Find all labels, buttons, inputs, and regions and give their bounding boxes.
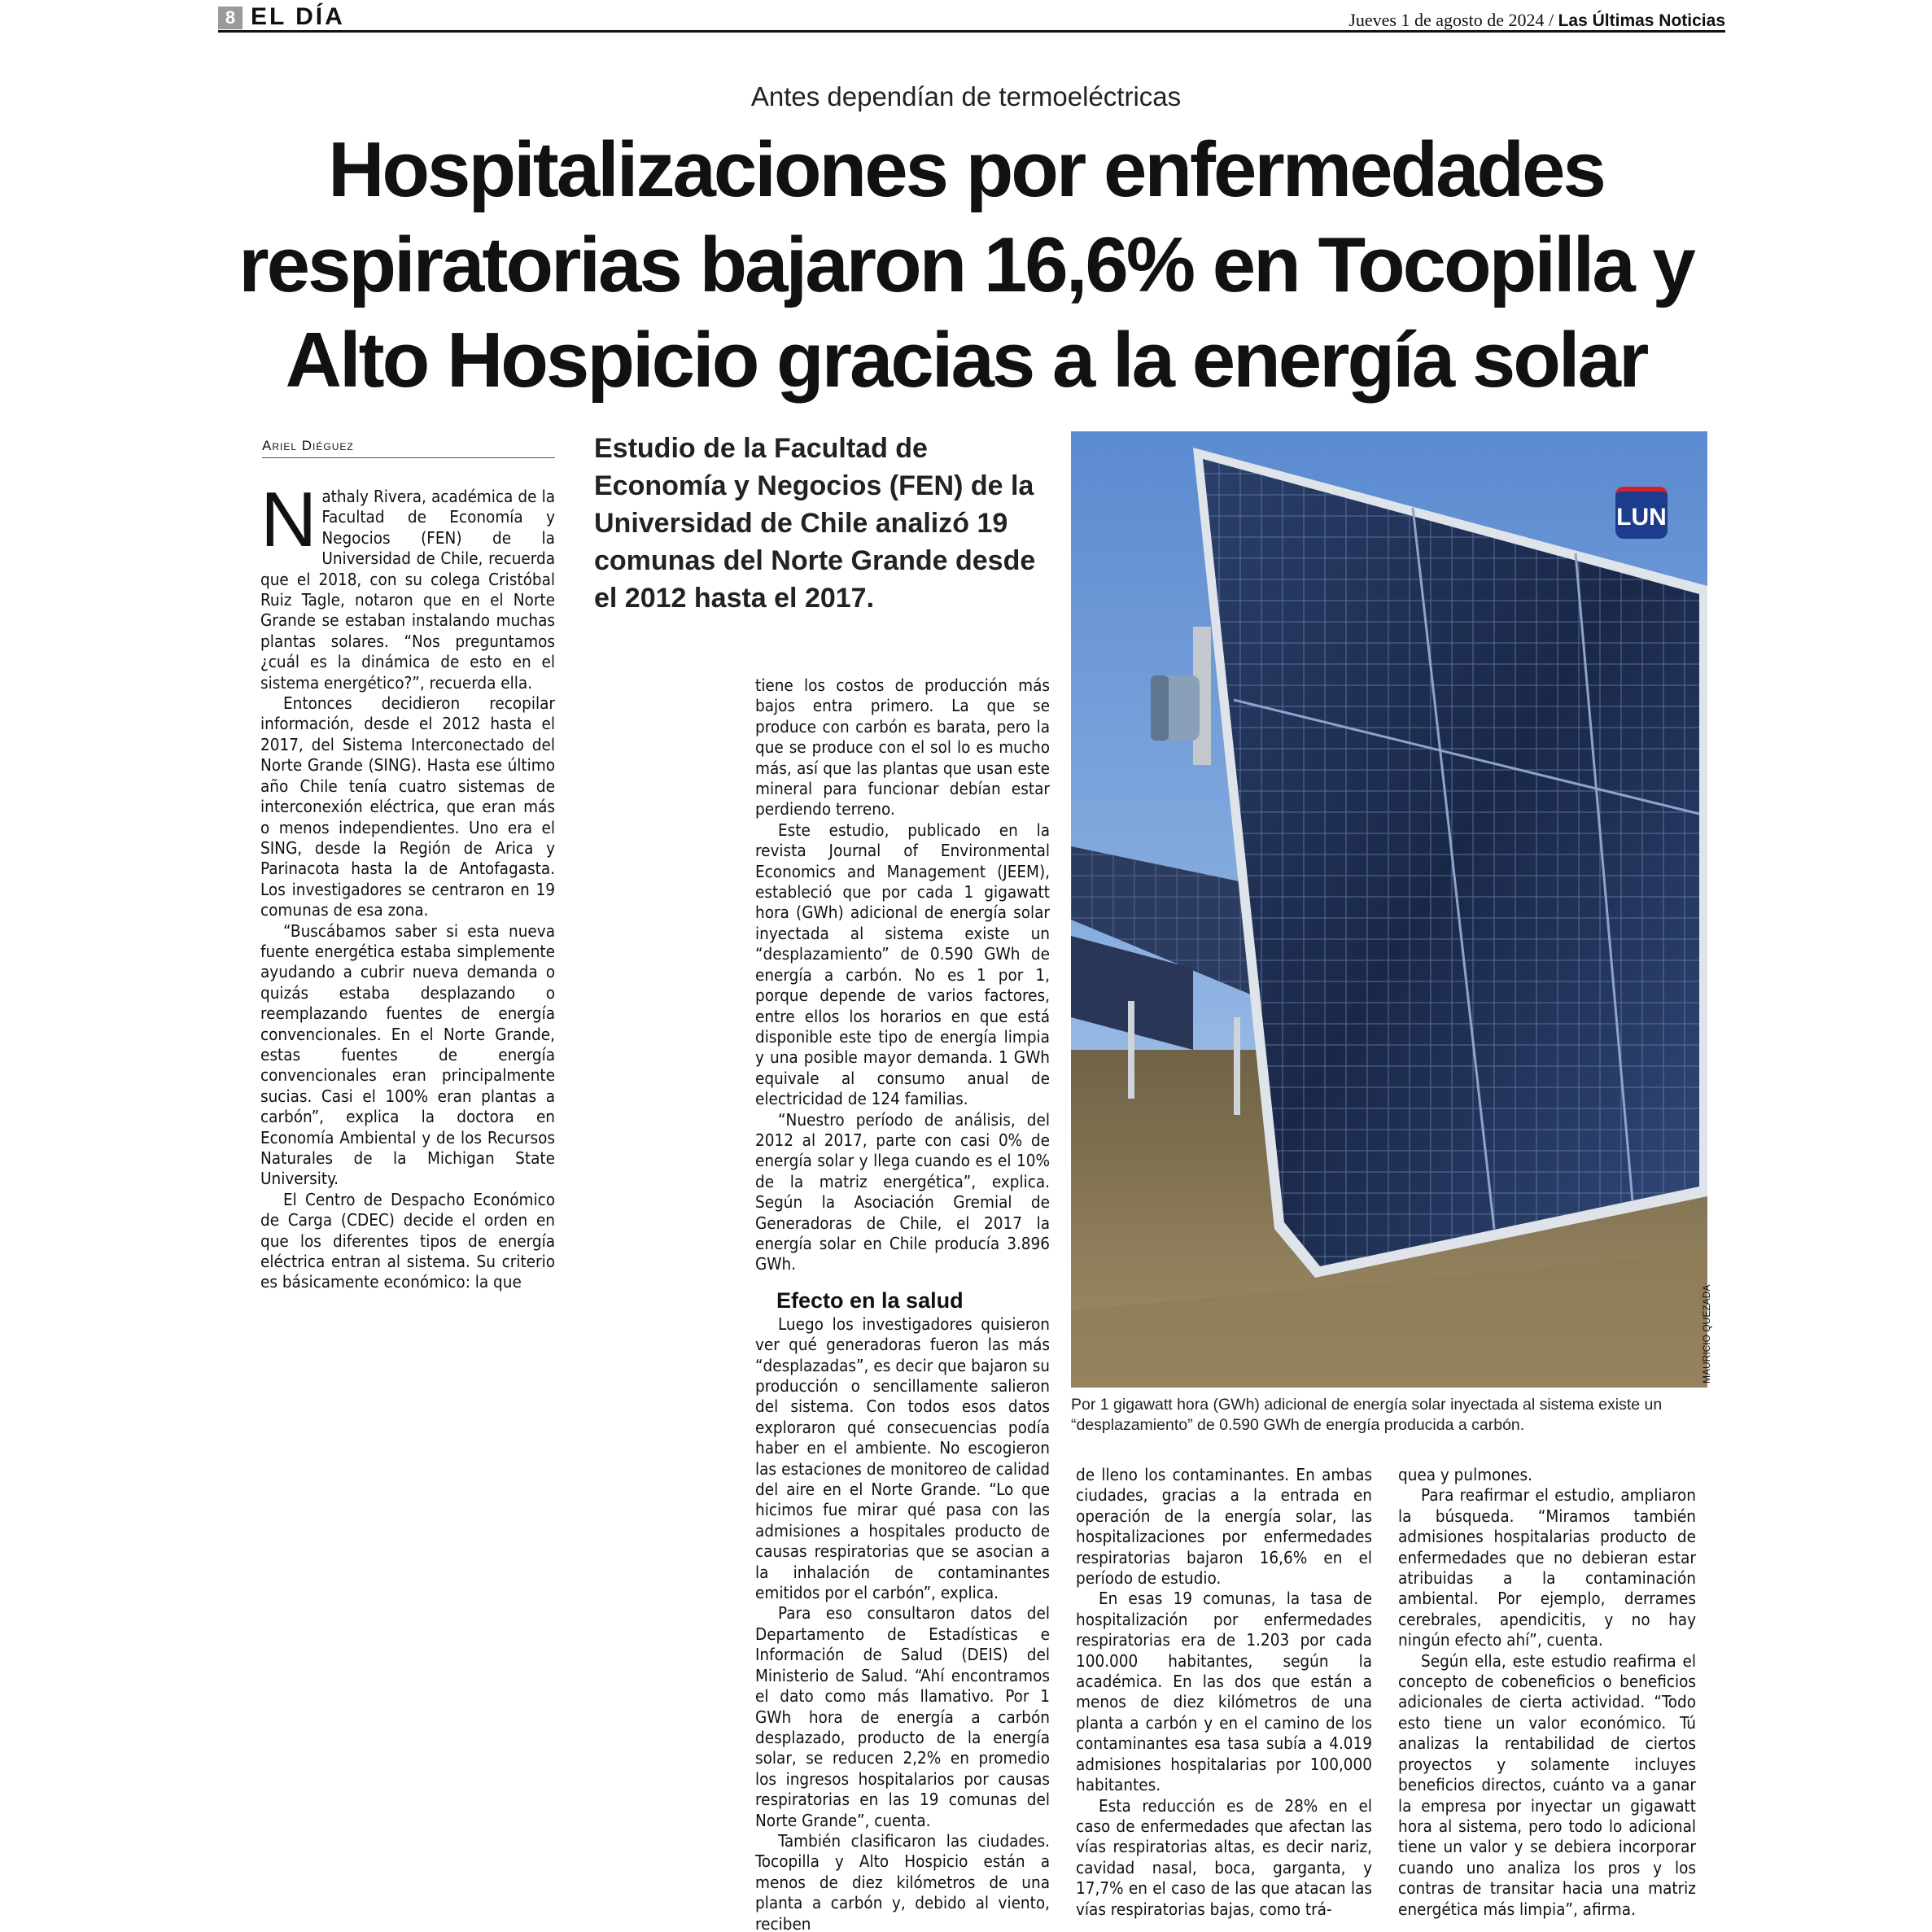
paragraph: “Nuestro período de análisis, del 2012 al 2017, parte con casi 0% de energía solar y llega cuando es el 10% de la matriz energética”, explica. Según la Asociación Gremial de Generadoras de Chile, el 2017 la energía solar en Chile producía 3.896 GWh. [755, 1109, 1050, 1274]
newspaper-name: Las Últimas Noticias [1558, 11, 1725, 30]
paragraph: Este estudio, publicado en la revista Journal of Environmental Economics and Management (JEEM), estableció que por cada 1 gigawatt hora (GWh) adicional de energía solar inyectada al sistema existe un “desplazamiento” de 0.590 GWh de energía a carbón. No es 1 por 1, porque depende de varios factores, entre ellos los horarios en que está disponible este tipo de energía limpia y una posible mayor demanda. 1 GWh equivale al consumo anual de electricidad de 124 familias. [755, 820, 1050, 1109]
paragraph: Luego los investigadores quisieron ver qué generadoras fueron las más “desplazadas”, es decir que bajaron su producción o sencillamente salieron del sistema. Con todos esos datos exploraron qué consecuencias podía haber en el ambiente. No escogieron las estaciones de monitoreo de calidad del aire en el Norte Grande. “Lo que hicimos fue mirar qué pasa con las admisiones a hospitales producto de causas respiratorias que se asocian a la inhalación de contaminantes emitidos por el carbón”, explica. [755, 1313, 1050, 1603]
byline: Ariel Diéguez [262, 438, 555, 458]
photo-credit-text: MAURICIO QUEZADA [1701, 1284, 1712, 1383]
article-column-3 [1076, 1465, 1372, 1920]
paragraph: Entonces decidieron recopilar información, desde el 2012 hasta el 2017, del Sistema Interconectado del Norte Grande (SING). Hasta ese último año Chile tenía cuatro sistemas de interconexión eléctrica, que eran más o menos independientes. Uno era el SING, desde la Región de Arica y Parinacota hasta la de Antofagasta. Los investigadores se centraron en 19 comunas de esa zona. [260, 693, 555, 920]
section-title: EL DÍA [251, 3, 345, 30]
paragraph: También clasificaron las ciudades. Tocopilla y Alto Hospicio están a menos de diez kilómetros de una planta a carbón y, debido al viento, reciben [755, 1830, 1050, 1932]
article-column-2 [755, 675, 1050, 1932]
date-line [1348, 10, 1725, 31]
masthead [218, 5, 1725, 33]
article-deck: Estudio de la Facultad de Economía y Negocios (FEN) de la Universidad de Chile analizó 19 comunas del Norte Grande desde el 2012 hasta el 2017. [594, 433, 1036, 614]
paragraph-text: athaly Rivera, académica de la Facultad de Economía y Negocios (FEN) de la Universidad de Chile, recuerda que el 2018, con su colega Cristóbal Ruiz Tagle, notaron que en el Norte Grande se estaban instalando muchas plantas solares. “Nos preguntamos ¿cuál es la dinámica de esto en el sistema energético?”, recuerda ella. [260, 487, 555, 693]
headline: Hospitalizaciones por enfermedades respiratorias bajaron 16,6% en Tocopilla y Alto Hospicio gracias a la energía solar [238, 126, 1694, 404]
issue-date: Jueves 1 de agosto de 2024 [1348, 10, 1545, 30]
photo-caption: Por 1 gigawatt hora (GWh) adicional de energía solar inyectada al sistema existe un “desplazamiento” de 0.590 GWh de energía producida a carbón. [1071, 1396, 1663, 1434]
paragraph: Según ella, este estudio reafirma el concepto de cobeneficios o beneficios adicionales de cierta actividad. “Todo esto tiene un valor económico. Tú analizas la rentabilidad de ciertos proyectos y solamente incluyes beneficios directos, cuánto va a ganar la empresa por inyectar un gigawatt hora al sistema, pero todo lo adicional tiene un valor y se debiera incorporar cuando uno analiza los pros y los contras de transitar hacia una matriz energética más limpia”, afirma. [1398, 1650, 1696, 1919]
article-column-1 [260, 476, 555, 1293]
solar-panel-illustration [1071, 431, 1707, 1388]
paragraph: tiene los costos de producción más bajos entra primero. La que se produce con carbón es barata, pero la que se produce con el sol lo es mucho más, así que las plantas que usan este mineral para funcionar debían estar perdiendo terreno. [755, 675, 1050, 820]
paragraph: Esta reducción es de 28% en el caso de enfermedades que afectan las vías respiratorias altas, es decir nariz, cavidad nasal, boca, garganta, y 17,7% en el caso de las que atacan las vías respiratorias bajas, como trá- [1076, 1795, 1372, 1919]
paragraph: “Buscábamos saber si esta nueva fuente energética estaba simplemente ayudando a cubrir nueva demanda o quizás estaba desplazando o reemplazando fuentes de energía convencionales. En el Norte Grande, estas fuentes de energía convencionales eran principalmente sucias. Casi el 100% eran plantas a carbón”, explica la doctora en Economía Ambiental y de los Recursos Naturales de la Michigan State University. [260, 920, 555, 1189]
paragraph: El Centro de Despacho Económico de Carga (CDEC) decide el orden en que los diferentes tipos de energía eléctrica entran al sistema. Su criterio es básicamente económico: la que [260, 1189, 555, 1292]
subheading: Efecto en la salud [776, 1287, 964, 1313]
paragraph: Para eso consultaron datos del Departamento de Estadísticas e Información de Salud (DEIS) del Ministerio de Salud. “Ahí encontramos el dato como más llamativo. Por 1 GWh hora de energía a carbón desplazado, producto de la energía solar, se reducen 2,2% en promedio los ingresos hospitalarios por causas respiratorias en las 19 comunas del Norte Grande”, cuenta. [755, 1603, 1050, 1830]
paragraph [260, 476, 555, 693]
paragraph: de lleno los contaminantes. En ambas ciudades, gracias a la entrada en operación de la energía solar, las hospitalizaciones por enfermedades respiratorias bajaron 16,6% en el período de estudio. [1076, 1465, 1372, 1589]
paragraph: Para reafirmar el estudio, ampliaron la búsqueda. “Miramos también admisiones hospitalarias producto de enfermedades que no debieran estar atribuidas a la contaminación ambiental. Por ejemplo, derrames cerebrales, apendicitis, y no hay ningún efecto ahí”, cuenta. [1398, 1485, 1696, 1650]
paragraph: quea y pulmones. [1398, 1465, 1532, 1484]
date-separator: / [1544, 10, 1558, 30]
article-column-4 [1398, 1465, 1696, 1920]
page-number: 8 [218, 7, 243, 29]
photo-credit [1699, 1278, 1714, 1383]
lun-logo: LUN [1615, 487, 1668, 539]
solar-panel-photo [1071, 431, 1707, 1388]
paragraph: En esas 19 comunas, la tasa de hospitalización por enfermedades respiratorias era de 1.203 por cada 100.000 habitantes, según la académica. En las dos que están a menos de diez kilómetros de una planta a carbón y en el camino de los contaminantes esa tasa subía a 4.019 admisiones hospitalarias por 100,000 habitantes. [1076, 1589, 1372, 1795]
kicker: Antes dependían de termoeléctricas [750, 81, 1182, 111]
drop-cap: N [260, 476, 317, 563]
